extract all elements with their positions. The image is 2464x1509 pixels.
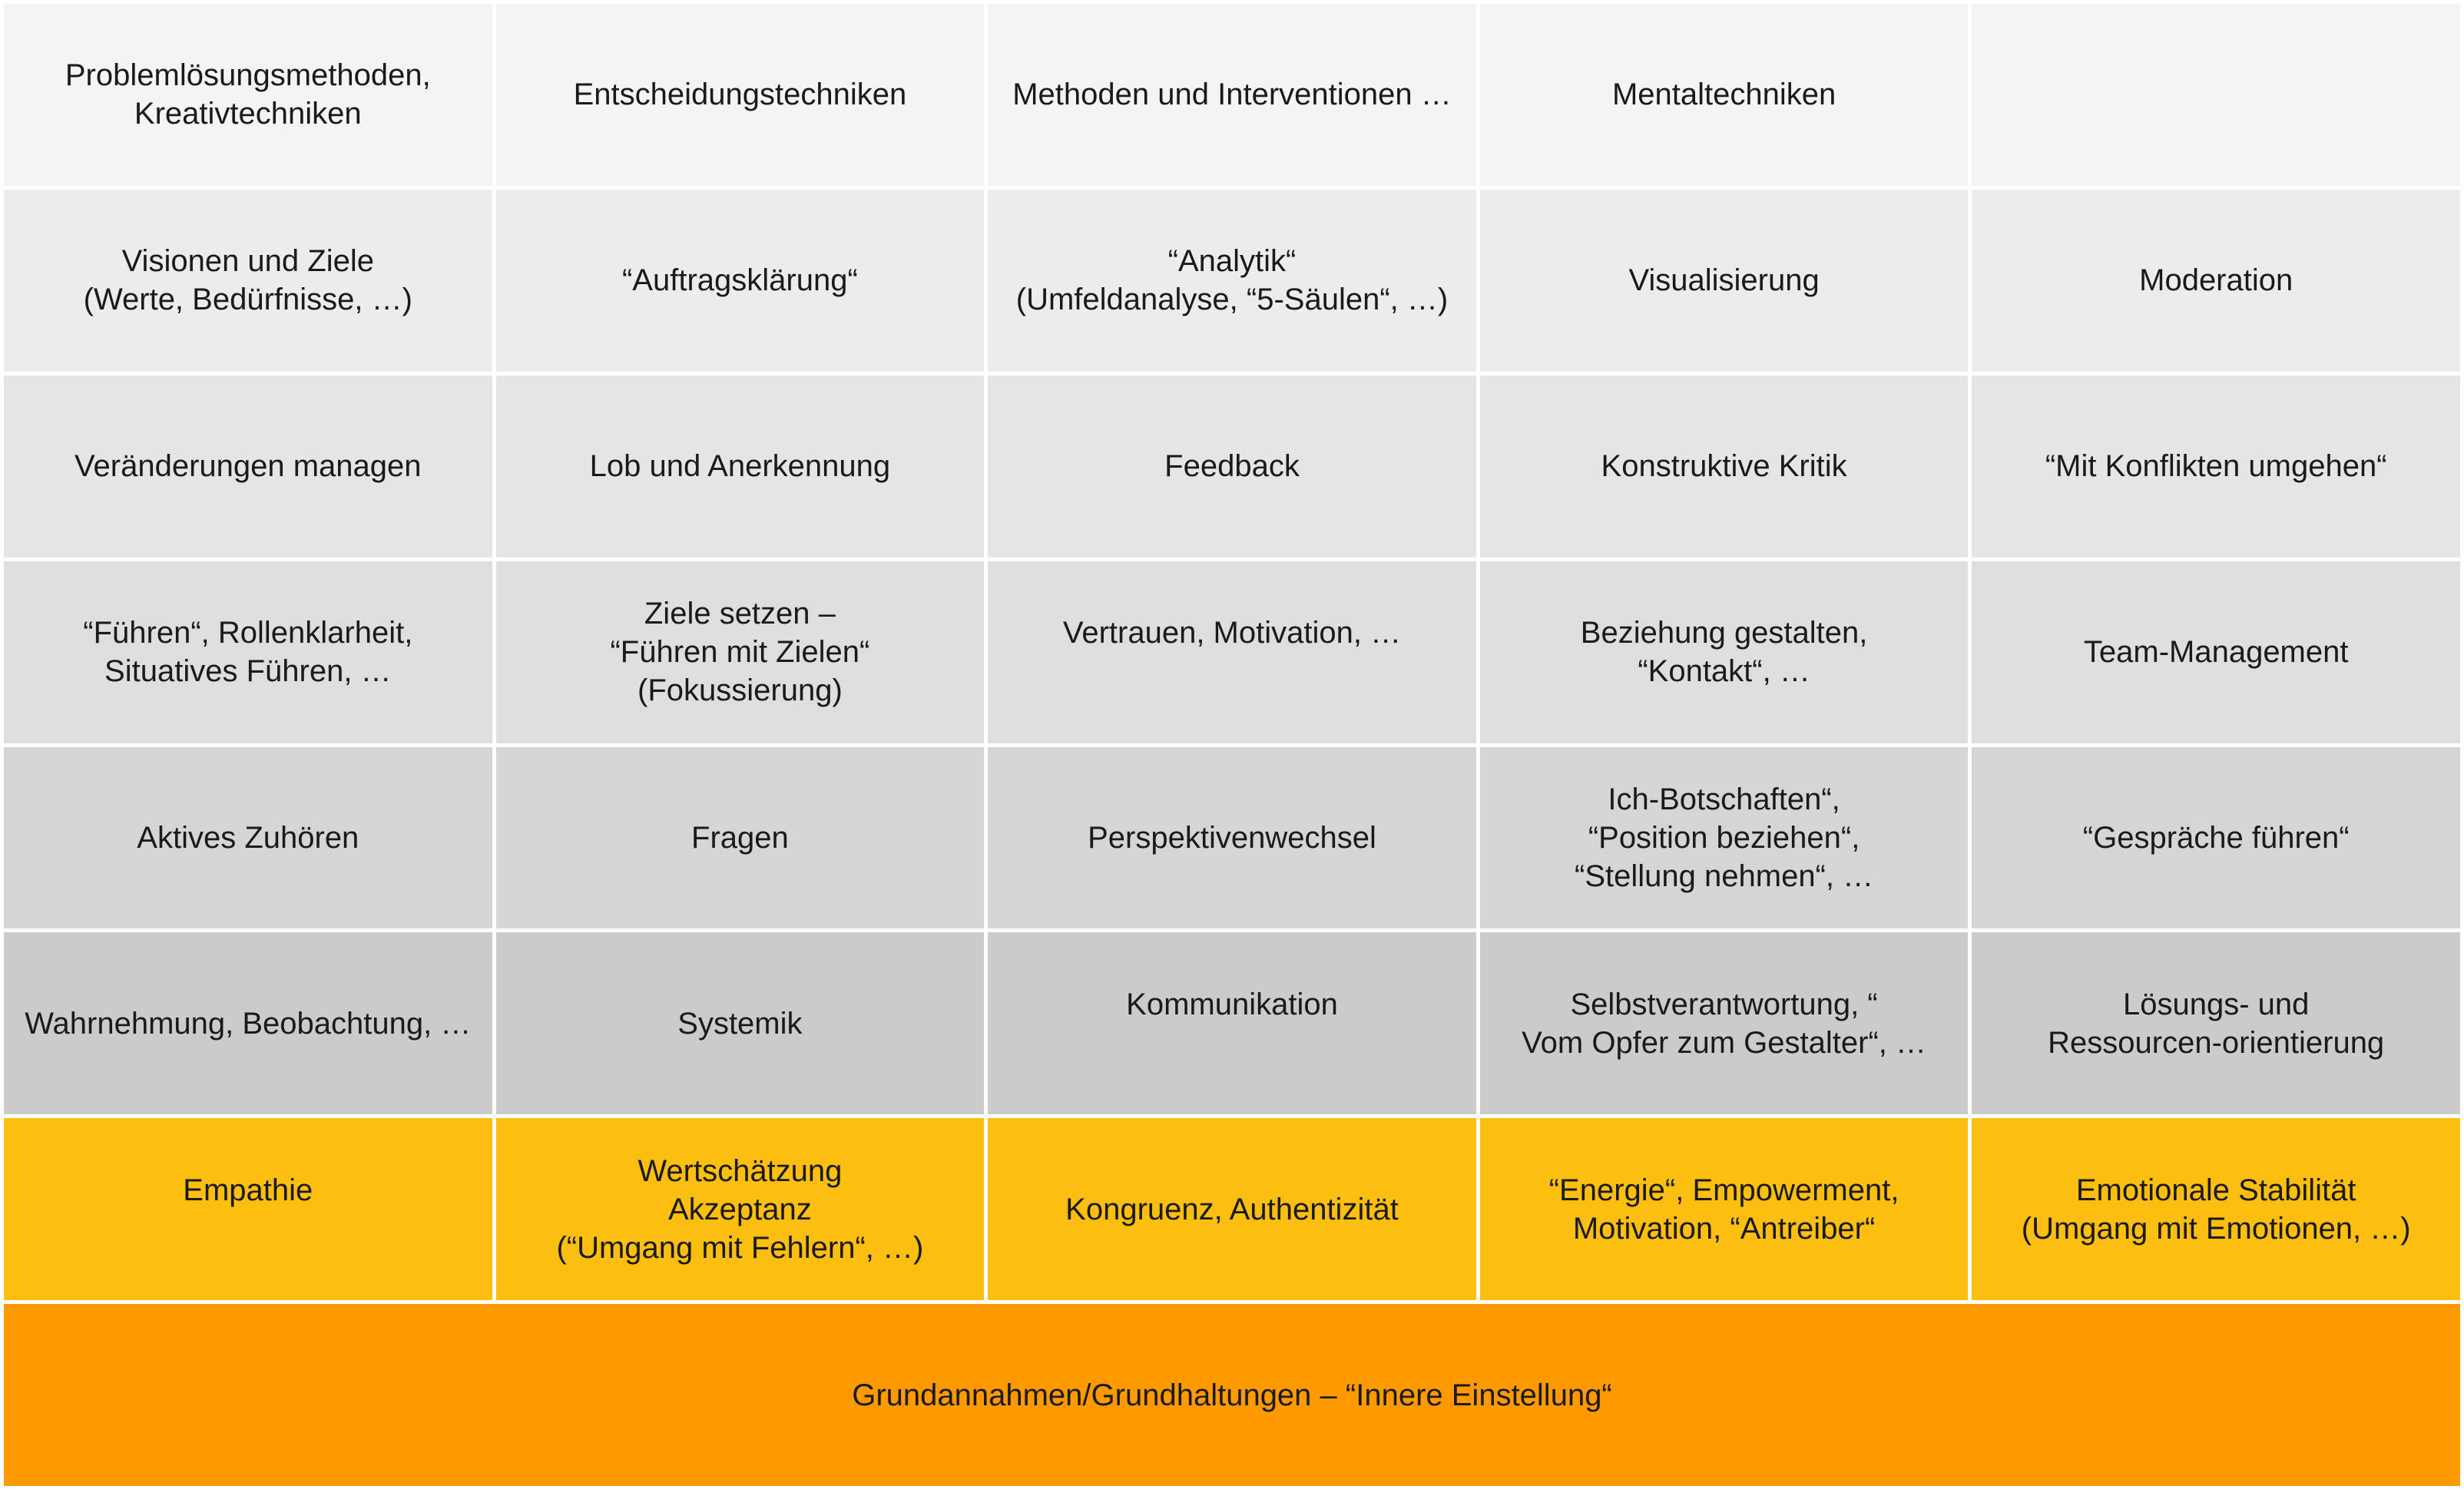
cell-perspektivenwechsel: Perspektivenwechsel bbox=[988, 747, 1476, 929]
cell-empty bbox=[1972, 4, 2460, 186]
cell-konstruktive-kritik: Konstruktive Kritik bbox=[1480, 376, 1969, 558]
cell-wertschaetzung: Wertschätzung Akzeptanz (“Umgang mit Fehlern“, …) bbox=[496, 1118, 985, 1300]
base-grundhaltungen: Grundannahmen/Grundhaltungen – “Innere Einstellung“ bbox=[4, 1304, 2460, 1486]
cell-problemloesungsmethoden: Problemlösungsmethoden, Kreativtechniken bbox=[4, 4, 492, 186]
cell-feedback: Feedback bbox=[988, 376, 1476, 558]
cell-fragen: Fragen bbox=[496, 747, 985, 929]
cell-mentaltechniken: Mentaltechniken bbox=[1480, 4, 1969, 186]
cell-systemik: Systemik bbox=[496, 932, 985, 1114]
cell-energie: “Energie“, Empowerment, Motivation, “Antreiber“ bbox=[1480, 1118, 1969, 1300]
cell-kongruenz: Kongruenz, Authentizität bbox=[988, 1118, 1476, 1300]
cell-ziele-setzen: Ziele setzen – “Führen mit Zielen“ (Fokussierung) bbox=[496, 561, 985, 743]
cell-visualisierung: Visualisierung bbox=[1480, 190, 1969, 372]
cell-selbstverantwortung: Selbstverantwortung, “ Vom Opfer zum Gestalter“, … bbox=[1480, 932, 1969, 1114]
cell-loesungsorientierung: Lösungs- und Ressourcen-orientierung bbox=[1972, 932, 2460, 1114]
cell-emotionale-stabilitaet: Emotionale Stabilität (Umgang mit Emotionen, …) bbox=[1972, 1118, 2460, 1300]
cell-aktives-zuhoeren: Aktives Zuhören bbox=[4, 747, 492, 929]
cell-visionen-ziele: Visionen und Ziele (Werte, Bedürfnisse, …) bbox=[4, 190, 492, 372]
cell-entscheidungstechniken: Entscheidungstechniken bbox=[496, 4, 985, 186]
cell-lob-anerkennung: Lob und Anerkennung bbox=[496, 376, 985, 558]
cell-veraenderungen: Veränderungen managen bbox=[4, 376, 492, 558]
cell-gespraeche: “Gespräche führen“ bbox=[1972, 747, 2460, 929]
cell-empathie: Empathie bbox=[4, 1118, 492, 1300]
cell-methoden-interventionen: Methoden und Interventionen … bbox=[988, 4, 1476, 186]
cell-auftragsklaerung: “Auftragsklärung“ bbox=[496, 190, 985, 372]
cell-kommunikation: Kommunikation bbox=[988, 932, 1476, 1114]
cell-team-management: Team-Management bbox=[1972, 561, 2460, 743]
cell-moderation: Moderation bbox=[1972, 190, 2460, 372]
cell-konflikte: “Mit Konflikten umgehen“ bbox=[1972, 376, 2460, 558]
cell-fuehren: “Führen“, Rollenklarheit, Situatives Führen, … bbox=[4, 561, 492, 743]
cell-analytik: “Analytik“ (Umfeldanalyse, “5-Säulen“, …) bbox=[988, 190, 1476, 372]
cell-wahrnehmung: Wahrnehmung, Beobachtung, … bbox=[4, 932, 492, 1114]
cell-beziehung: Beziehung gestalten, “Kontakt“, … bbox=[1480, 561, 1969, 743]
cell-vertrauen-motivation: Vertrauen, Motivation, … bbox=[988, 561, 1476, 743]
cell-ich-botschaften: Ich-Botschaften“, “Position beziehen“, “Stellung nehmen“, … bbox=[1480, 747, 1969, 929]
